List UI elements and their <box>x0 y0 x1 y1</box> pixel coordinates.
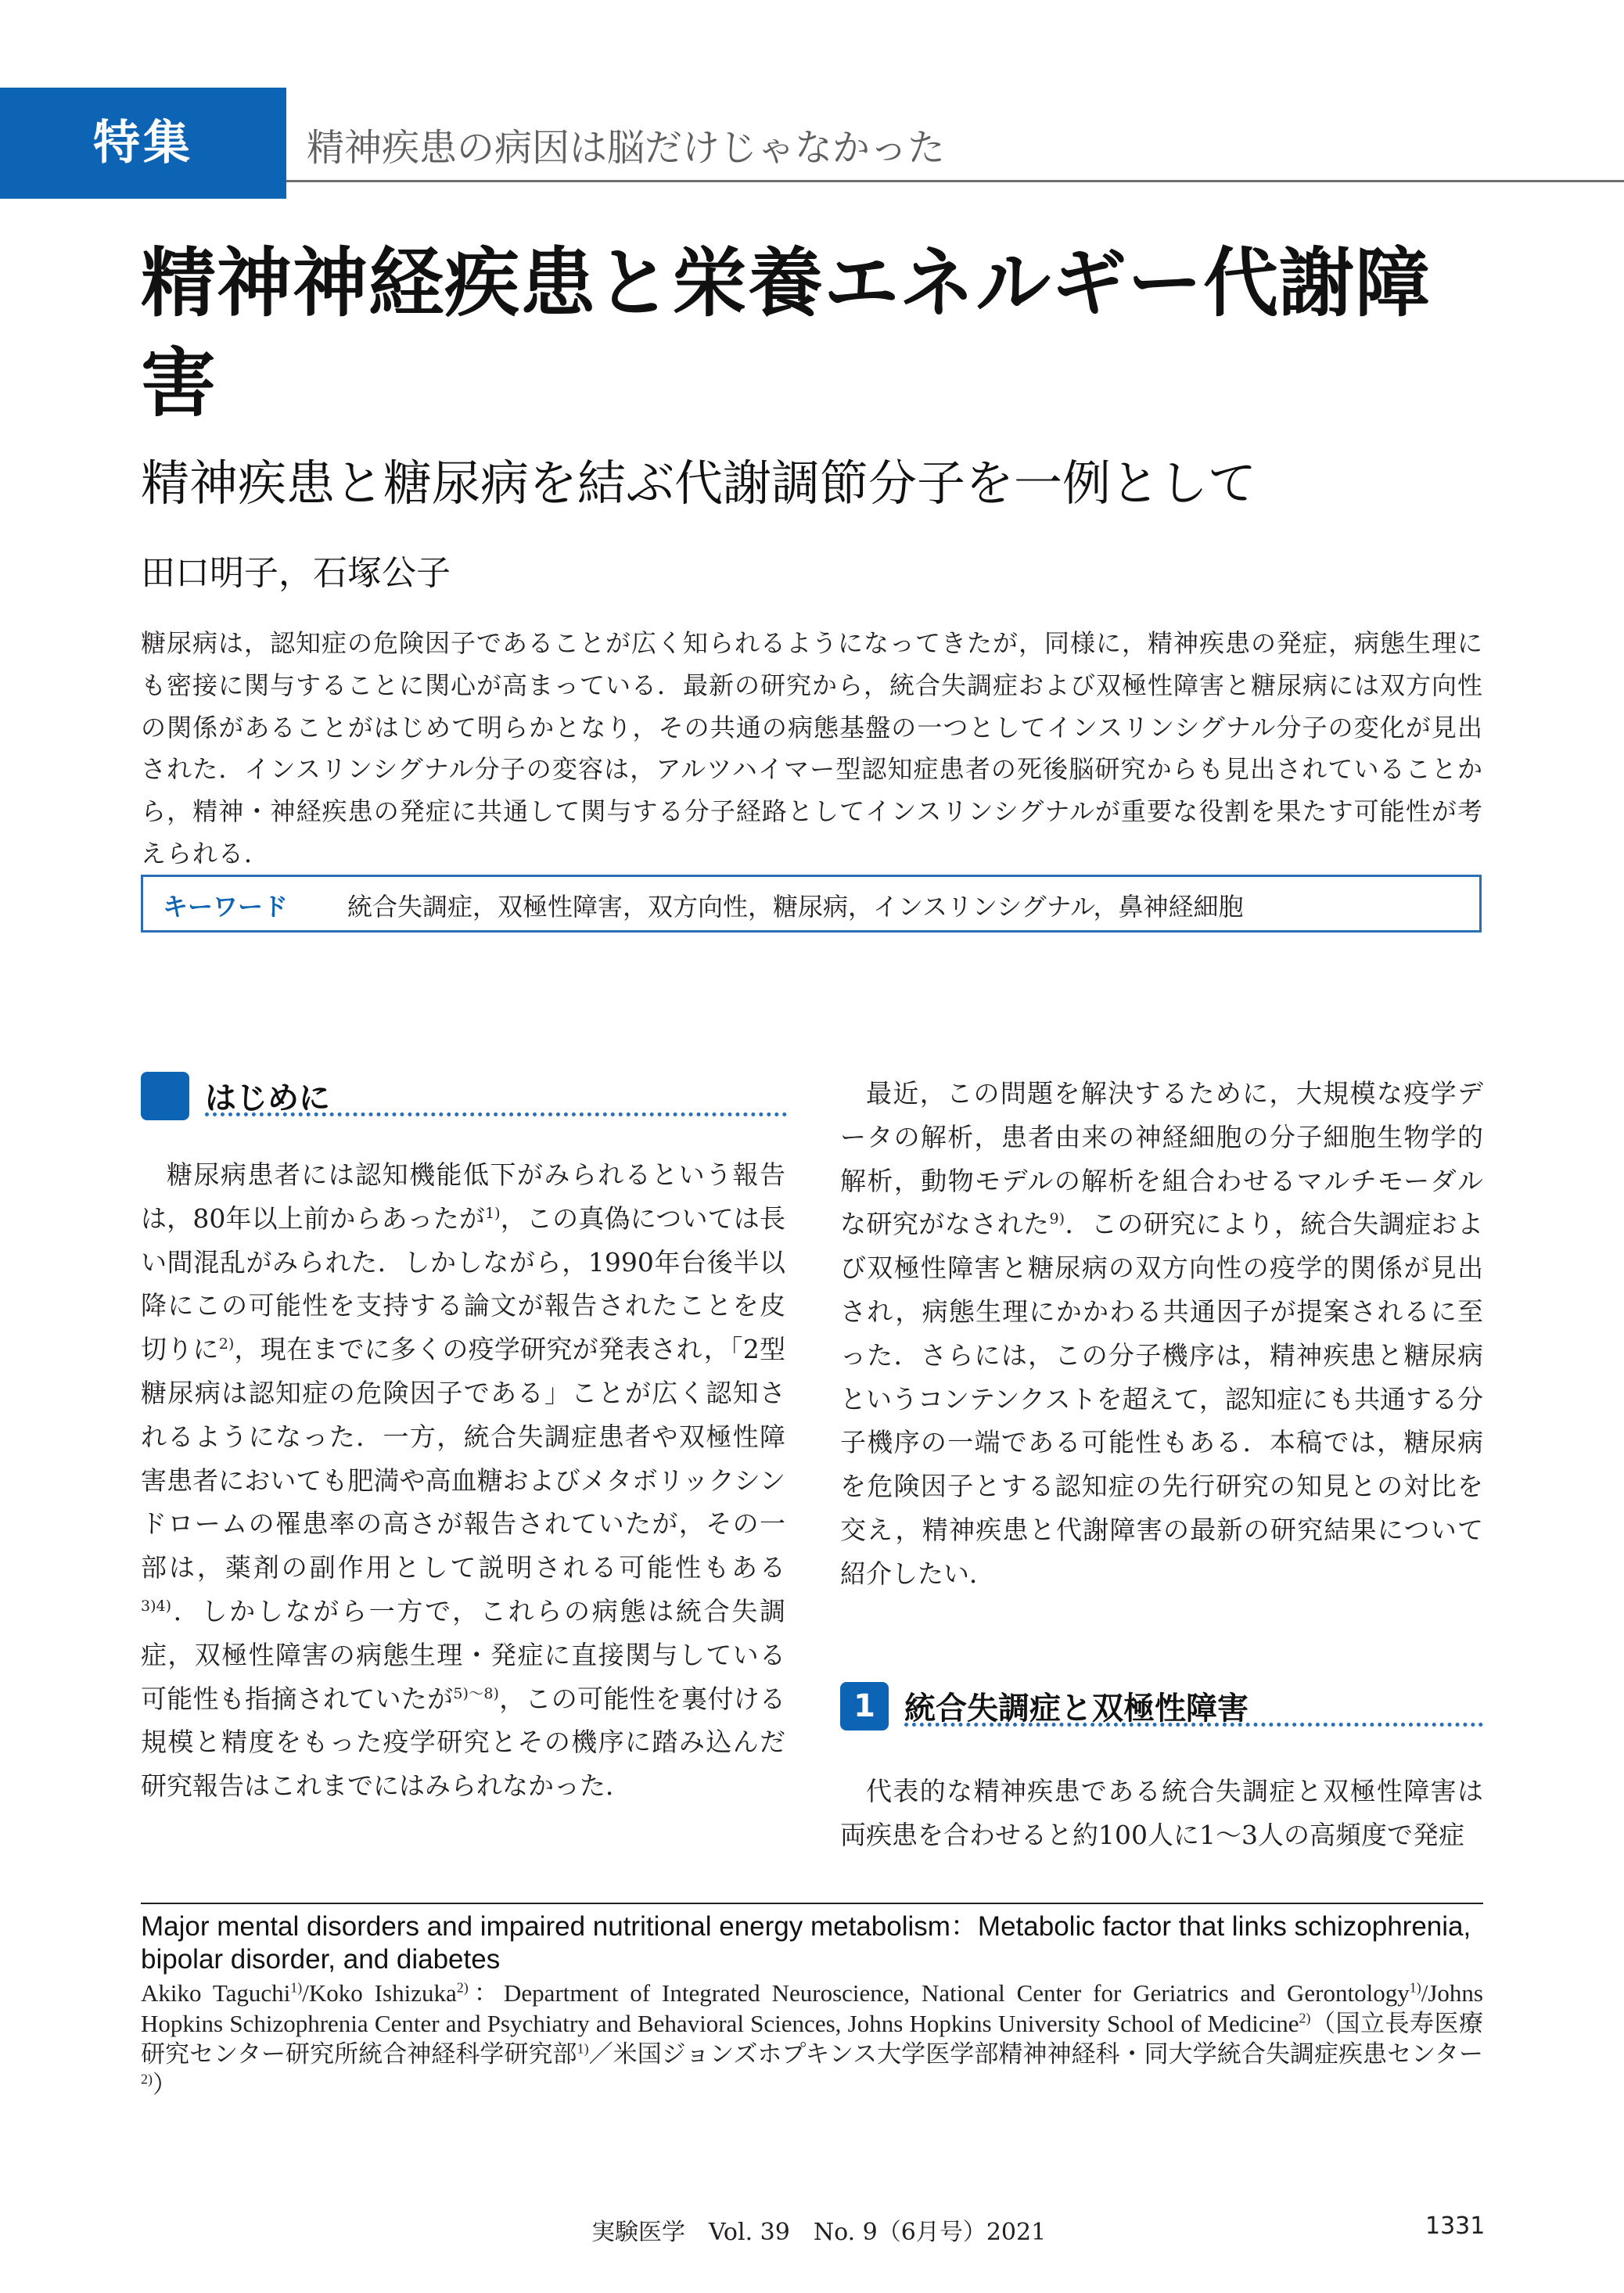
english-title: Major mental disorders and impaired nutritional energy metabolism：Metabolic factor that links schizophrenia, bipolar disorder, and diabetes <box>141 1911 1471 1975</box>
intro-paragraph-right: 最近，この問題を解決するために，大規模な疫学データの解析，患者由来の神経細胞の分子細胞生物学的解析，動物モデルの解析を組合わせるマルチモーダルな研究がなされた$^{9)}$．この研究により，統合失調症および双極性障害と糖尿病の双方向性の疫学的関係が見出され，病態生理にかかわる共通因子が提案されるに至った．さらには，この分子機序は，精神疾患と糖尿病というコンテンクストを超えて，認知症にも共通する分子機序の一端である可能性もある．本稿では，糖尿病を危険因子とする認知症の先行研究の知見との対比を交え，精神疾患と代謝障害の最新の研究結果について紹介したい． <box>840 1078 1484 1589</box>
journal-info: 実験医学 Vol. 39 No. 9（6月号）2021 <box>591 2219 1047 2246</box>
citation: 2) <box>218 1335 235 1353</box>
citation: 5)～8) <box>453 1684 499 1702</box>
article-title: 精神神経疾患と栄養エネルギー代謝障害 <box>141 239 1431 427</box>
abstract: 糖尿病は，認知症の危険因子であることが広く知られるようになってきたが，同様に，精神疾患の発症，病態生理にも密接に関与することに関心が高まっている．最新の研究から，統合失調症および双極性障害と糖尿病には双方向性の関係があることがはじめて明らかとなり，その共通の病態基盤の一つとしてインスリンシグナル分子の変化が見出された．インスリンシグナル分子の変容は，アルツハイマー型認知症患者の死後脳研究からも見出されていることから，精神・神経疾患の発症に共通して関与する分子経路としてインスリンシグナルが重要な役割を果たす可能性が考えられる． <box>141 628 1484 868</box>
series-title: 精神疾患の病因は脳だけじゃなかった <box>307 126 946 170</box>
author-affiliations: Akiko Taguchi$^{1)}$/Koko Ishizuka$^{2)}$：Department of Integrated Neuroscience, National Center for Geriatrics and Gerontology$^{1)}$/Johns Hopkins Schizophrenia Center and Psychiatry and Behavioral Sciences, Johns Hopkins University School of Medicine$^{2)}$（国立長寿医療研究センター研究所統合神経科学研究部$^{1)}$／米国ジョンズホプキンス大学医学部精神神経科・同大学統合失調症疾患センター$^{2)}$） <box>141 1979 1483 2098</box>
page-number: 1331 <box>1425 2212 1486 2240</box>
citation: 3)4) <box>141 1597 172 1615</box>
article-subtitle: 精神疾患と糖尿病を結ぶ代謝調節分子を一例として <box>141 455 1257 512</box>
header-rule <box>286 180 1624 182</box>
section-title-1: 統合失調症と双極性障害 <box>904 1691 1249 1727</box>
feature-tag: 特集 <box>93 116 193 171</box>
section-square-icon <box>141 1072 189 1120</box>
section-title-intro: はじめに <box>205 1080 330 1116</box>
section-dotted-rule <box>205 1112 787 1116</box>
footer-rule <box>141 1903 1483 1904</box>
section-number-badge: 1 <box>840 1682 889 1731</box>
keyword-label: キーワード <box>163 892 289 922</box>
intro-paragraph-left: 糖尿病患者には認知機能低下がみられるという報告は，80年以上前からあったが$^{1)}$，この真偽については長い間混乱がみられた．しかしながら，1990年台後半以降にこの可能性を支持する論文が報告されたことを皮切りに$^{2)}$，現在までに多くの疫学研究が発表され，「2型糖尿病は認知症の危険因子である」ことが広く認知されるようになった．一方，統合失調症患者や双極性障害患者においても肥満や高血糖およびメタボリックシンドロームの罹患率の高さが報告されていたが，その一部は，薬剤の副作用として説明される可能性もある$^{3)4)}$．しかしながら一方で，これらの病態は統合失調症，双極性障害の病態生理・発症に直接関与している可能性も指摘されていたが$^{5)\sim 8)}$，この可能性を裏付ける規模と精度をもった疫学研究とその機序に踏み込んだ研究報告はこれまでにはみられなかった． <box>141 1159 786 1802</box>
section1-paragraph: 代表的な精神疾患である統合失調症と双極性障害は両疾患を合わせると約100人に1～3人の高頻度で発症 <box>840 1776 1483 1850</box>
section-dotted-rule <box>904 1723 1483 1727</box>
author-list: 田口明子，石塚公子 <box>141 553 451 593</box>
citation: 9) <box>1049 1210 1065 1228</box>
citation: 1) <box>485 1204 501 1222</box>
keyword-list: 統合失調症，双極性障害，双方向性，糖尿病，インスリンシグナル，鼻神経細胞 <box>347 892 1244 922</box>
